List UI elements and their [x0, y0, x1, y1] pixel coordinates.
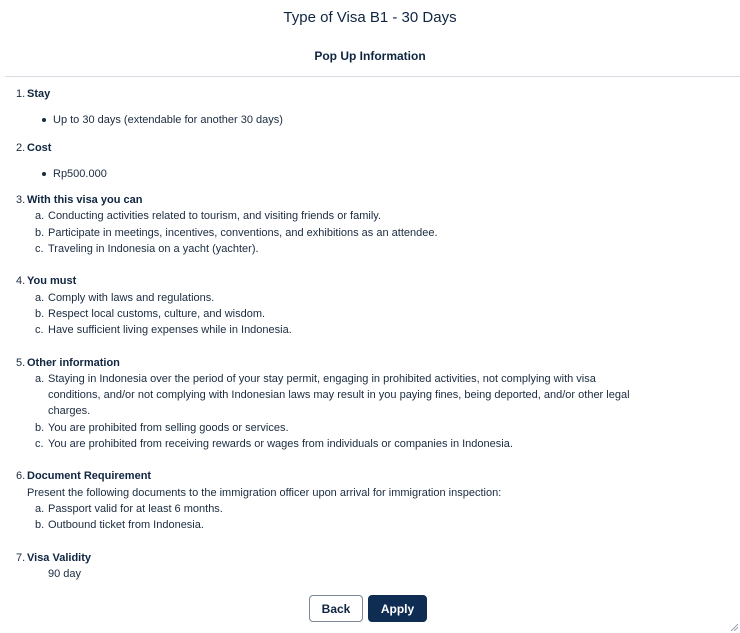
popup-subtitle: Pop Up Information	[314, 49, 426, 63]
list-item: b. You are prohibited from selling goods or services.	[35, 421, 289, 434]
section-number: 1.	[16, 88, 26, 100]
section-heading: You must	[27, 275, 77, 288]
section-heading: Other information	[27, 356, 120, 369]
section-with-this-visa	[16, 192, 731, 257]
list-item: b. Outbound ticket from Indonesia.	[35, 519, 204, 532]
list-item: a. Passport valid for at least 6 months.	[35, 502, 223, 515]
section-stay	[16, 86, 731, 129]
back-button[interactable]: Back	[309, 595, 363, 622]
section-heading: Stay	[27, 88, 51, 100]
list-item: b. Respect local customs, culture, and wisdom.	[35, 307, 266, 320]
section-heading: Visa Validity	[27, 551, 92, 564]
apply-button[interactable]: Apply	[368, 595, 427, 622]
section-you-must	[16, 273, 731, 338]
list-item: c. You are prohibited from receiving rewards or wages from individuals or companies in Indonesia.	[35, 438, 513, 451]
list-item: b. Participate in meetings, incentives, conventions, and exhibitions as an attendee.	[35, 226, 438, 239]
section-visa-validity	[16, 550, 731, 583]
stay-duration: Up to 30 days (extendable for another 30 days)	[27, 112, 731, 128]
section-number: 7.	[16, 551, 26, 564]
list-item: a. Comply with laws and regulations.	[35, 291, 215, 304]
section-heading: Document Requirement	[27, 470, 152, 483]
visa-cost: Rp500.000	[27, 166, 731, 182]
list-item: a. Staying in Indonesia over the period of your stay permit, engaging in prohibited activities, not complying with visa conditions, and/or not complying with Indonesian laws may result in you paying fines, being deported, and/or other legal charges.	[35, 372, 630, 418]
visa-validity-value: 90 day	[48, 567, 82, 580]
section-document-requirement	[16, 468, 731, 533]
visa-info-content	[16, 86, 731, 582]
section-number: 6.	[16, 470, 26, 483]
popup-title: Type of Visa B1 - 30 Days	[283, 9, 457, 26]
resize-grip-icon[interactable]	[730, 623, 738, 631]
section-other-information	[16, 355, 731, 453]
section-number: 4.	[16, 275, 26, 288]
section-cost	[16, 140, 731, 183]
list-item: c. Traveling in Indonesia on a yacht (yachter).	[35, 243, 259, 256]
section-number: 2.	[16, 141, 26, 154]
section-number: 5.	[16, 356, 26, 369]
header-divider	[5, 76, 740, 77]
document-intro: Present the following documents to the immigration officer upon arrival for immigration inspection:	[27, 486, 502, 499]
section-heading: Cost	[27, 141, 52, 154]
list-item: a. Conducting activities related to tourism, and visiting friends or family.	[35, 210, 381, 223]
section-heading: With this visa you can	[27, 194, 143, 207]
section-number: 3.	[16, 194, 26, 207]
list-item: c. Have sufficient living expenses while in Indonesia.	[35, 324, 292, 337]
